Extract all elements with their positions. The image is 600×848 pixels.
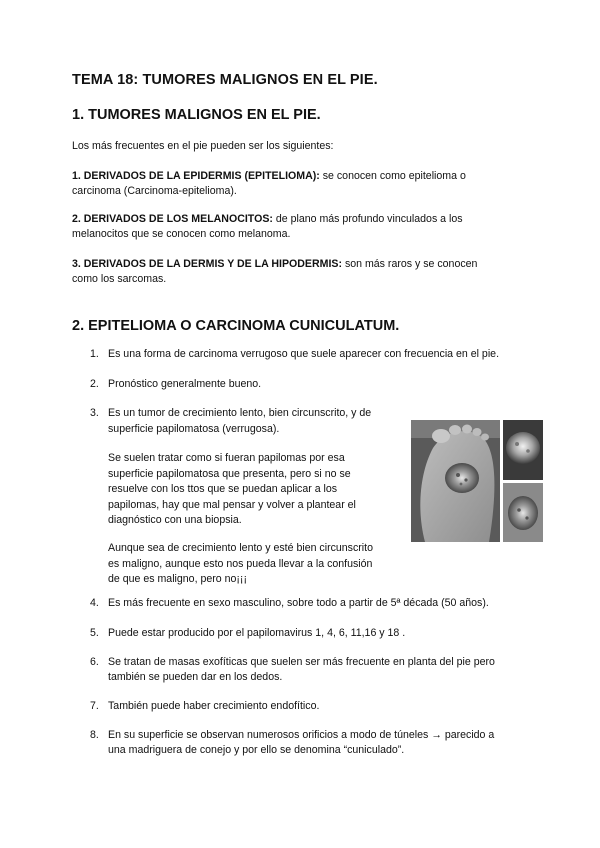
list-item-3-para-2 xyxy=(108,451,398,529)
derivados-item-2 xyxy=(72,212,532,242)
derivados-item-1 xyxy=(72,169,532,199)
list-text: Es más frecuente en sexo masculino, sobre todo a partir de 5ª década (50 años). xyxy=(108,597,489,609)
section-heading-2: 2. EPITELIOMA O CARCINOMA CUNICULATUM. xyxy=(72,318,400,334)
list-text: Aunque sea de crecimiento lento y esté bien circunscrito xyxy=(108,542,373,554)
list-text: También puede haber crecimiento endofítico. xyxy=(108,700,320,712)
lesion-closeup-photo-2 xyxy=(503,483,543,542)
list-text xyxy=(108,728,548,758)
list-number: 5. xyxy=(90,627,99,639)
list-number: 2. xyxy=(90,378,99,390)
list-number: 7. xyxy=(90,700,99,712)
item-text: de plano más profundo vinculados a los xyxy=(275,213,463,225)
list-text: superficie papilomatosa (verrugosa). xyxy=(108,422,280,435)
list-text: superficie papilomatosa que presenta, pero si no se xyxy=(108,467,351,480)
item-label: 2. DERIVADOS DE LOS MELANOCITOS: xyxy=(72,213,273,225)
list-number: 1. xyxy=(90,348,99,360)
lesion-closeup-photo-1 xyxy=(503,420,543,480)
list-text: diagnóstico con una biopsia. xyxy=(108,514,242,526)
item-text: se conocen como epitelioma o xyxy=(322,170,466,182)
list-text: es maligno, aunque esto nos pueda llevar a la confusión xyxy=(108,557,373,570)
list-text-line: Se tratan de masas exofíticas que suelen ser más frecuente en planta del pie pero xyxy=(108,656,495,668)
list-text: resuelve con los ttos que se puedan aplicar a los xyxy=(108,483,338,495)
list-number: 4. xyxy=(90,597,99,609)
intro-paragraph: Los más frecuentes en el pie pueden ser los siguientes: xyxy=(72,140,334,152)
list-text xyxy=(108,655,548,685)
list-text-line: una madriguera de conejo y por ello se denomina “cuniculado”. xyxy=(108,744,405,756)
list-text: Puede estar producido por el papilomavirus 1, 4, 6, 11,16 y 18 . xyxy=(108,627,406,639)
section-heading-1: 1. TUMORES MALIGNOS EN EL PIE. xyxy=(72,107,321,123)
list-text: Pronóstico generalmente bueno. xyxy=(108,378,262,390)
foot-sole-photo xyxy=(411,420,500,542)
item-label: 1. DERIVADOS DE LA EPIDERMIS (EPITELIOMA): xyxy=(72,170,320,182)
list-number: 3. xyxy=(90,407,99,419)
list-text-line: también se pueden dar en los dedos. xyxy=(108,671,283,683)
list-item-3-para-1 xyxy=(108,406,398,437)
list-text: papilomas, hay que mal pensar y volver a plantear el xyxy=(108,498,356,511)
item-text: como los sarcomas. xyxy=(72,273,167,285)
list-number: 8. xyxy=(90,729,99,741)
list-text: Es una forma de carcinoma verrugoso que suele aparecer con frecuencia en el pie. xyxy=(108,348,500,360)
list-text: Se suelen tratar como si fueran papilomas por esa xyxy=(108,452,345,464)
list-text: de que es maligno, pero no¡¡¡ xyxy=(108,573,247,585)
item-text: son más raros y se conocen xyxy=(344,258,478,270)
list-number: 6. xyxy=(90,656,99,668)
list-text-line: En su superficie se observan numerosos orificios a modo de túneles → parecido a xyxy=(108,729,495,741)
item-text: melanocitos que se conocen como melanoma. xyxy=(72,228,291,240)
item-text: carcinoma (Carcinoma-epitelioma). xyxy=(72,185,237,197)
page-title: TEMA 18: TUMORES MALIGNOS EN EL PIE. xyxy=(72,72,378,88)
clinical-photos-image xyxy=(411,420,543,542)
item-label: 3. DERIVADOS DE LA DERMIS Y DE LA HIPODERMIS: xyxy=(72,258,342,270)
list-text: Es un tumor de crecimiento lento, bien circunscrito, y de xyxy=(108,407,372,419)
list-item-3-para-3 xyxy=(108,541,398,588)
derivados-item-3 xyxy=(72,257,532,287)
